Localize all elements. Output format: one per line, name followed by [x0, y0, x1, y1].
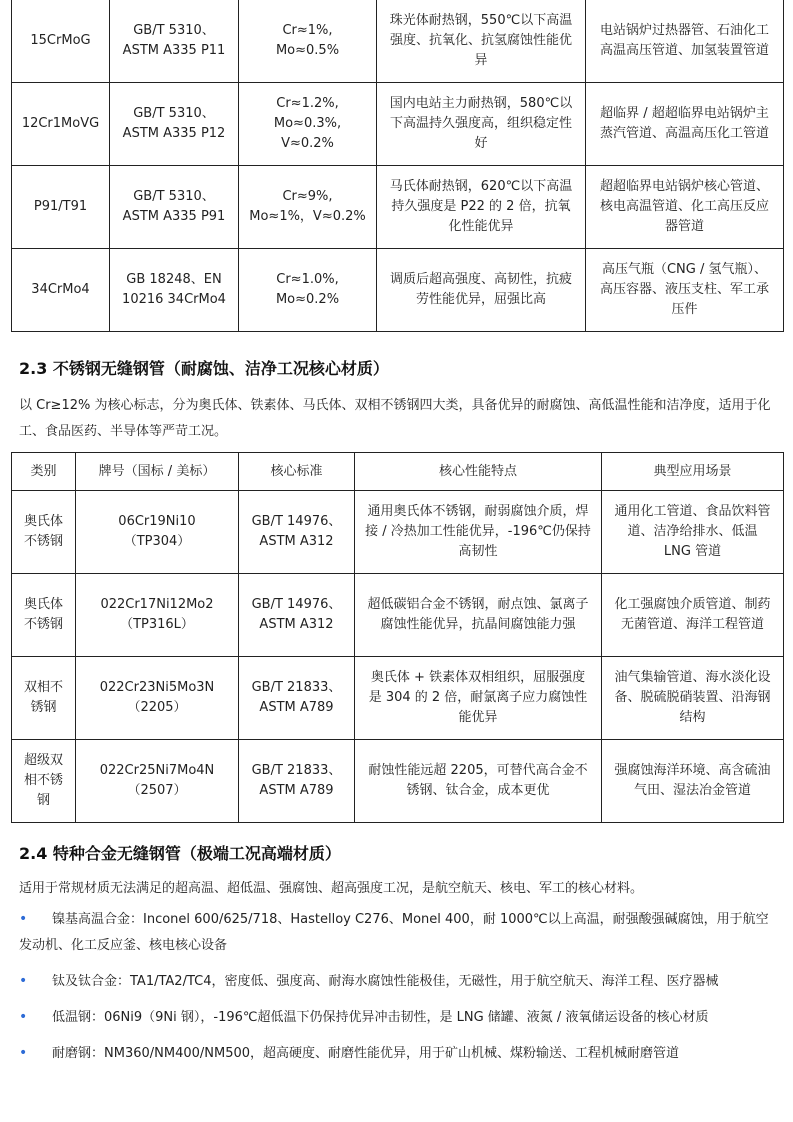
category-cell: 奥氏体 不锈钢	[12, 574, 76, 657]
grade-cell: 022Cr25Ni7Mo4N （2507）	[76, 740, 239, 823]
applications-cell: 强腐蚀海洋环境、高含硫油气田、湿法冶金管道	[602, 740, 784, 823]
standard-cell: GB/T 21833、 ASTM A789	[239, 657, 355, 740]
category-cell: 双相不 锈钢	[12, 657, 76, 740]
category-cell: 超级双 相不锈 钢	[12, 740, 76, 823]
composition-cell: Cr≈9%, Mo≈1%，V≈0.2%	[239, 166, 377, 249]
table-row	[12, 574, 784, 657]
features-cell: 通用奥氏体不锈钢，耐弱腐蚀介质，焊接 / 冷热加工性能优异，-196℃仍保持高韧性	[355, 491, 602, 574]
applications-cell: 通用化工管道、食品饮料管道、洁净给排水、低温 LNG 管道	[602, 491, 784, 574]
composition-cell: Cr≈1.0%, Mo≈0.2%	[239, 249, 377, 332]
table-row	[12, 166, 784, 249]
list-item	[19, 1040, 775, 1067]
features-cell: 马氏体耐热钢，620℃以下高温持久强度是 P22 的 2 倍，抗氧化性能优异	[377, 166, 586, 249]
column-header: 核心标准	[239, 453, 355, 491]
table-row	[12, 740, 784, 823]
standard-cell: GB/T 14976、 ASTM A312	[239, 491, 355, 574]
section-heading: 2.3 不锈钢无缝钢管（耐腐蚀、洁净工况核心材质）	[19, 359, 389, 378]
grade-cell: 022Cr17Ni12Mo2 （TP316L）	[76, 574, 239, 657]
features-cell: 奥氏体 + 铁素体双相组织，屈服强度是 304 的 2 倍，耐氯离子应力腐蚀性能优异	[355, 657, 602, 740]
heat-resistant-steel-table	[11, 0, 784, 332]
table-header-row	[12, 453, 784, 491]
table-row	[12, 249, 784, 332]
table-row	[12, 491, 784, 574]
column-header: 核心性能特点	[355, 453, 602, 491]
grade-cell: 06Cr19Ni10 （TP304）	[76, 491, 239, 574]
column-header: 类别	[12, 453, 76, 491]
features-cell: 超低碳铝合金不锈钢，耐点蚀、氯离子腐蚀性能优异，抗晶间腐蚀能力强	[355, 574, 602, 657]
applications-cell: 超超临界电站锅炉核心管道、核电高温管道、化工高压反应器管道	[586, 166, 784, 249]
standard-cell: GB/T 14976、 ASTM A312	[239, 574, 355, 657]
list-item	[19, 1004, 775, 1031]
applications-cell: 电站锅炉过热器管、石油化工高温高压管道、加氢装置管道	[586, 0, 784, 83]
bullet-icon: •	[19, 973, 28, 989]
grade-cell: 022Cr23Ni5Mo3N （2205）	[76, 657, 239, 740]
grade-cell: 12Cr1MoVG	[12, 83, 110, 166]
composition-cell: Cr≈1%, Mo≈0.5%	[239, 0, 377, 83]
applications-cell: 高压气瓶（CNG / 氢气瓶）、高压容器、液压支柱、军工承压件	[586, 249, 784, 332]
applications-cell: 超临界 / 超超临界电站锅炉主蒸汽管道、高温高压化工管道	[586, 83, 784, 166]
bullet-icon: •	[19, 911, 28, 927]
applications-cell: 油气集输管道、海水淡化设备、脱硫脱硝装置、沿海钢结构	[602, 657, 784, 740]
standard-cell: GB/T 5310、 ASTM A335 P91	[110, 166, 239, 249]
features-cell: 调质后超高强度、高韧性，抗疲劳性能优异，屈强比高	[377, 249, 586, 332]
column-header: 牌号（国标 / 美标）	[76, 453, 239, 491]
list-item	[19, 906, 775, 959]
standard-cell: GB 18248、EN 10216 34CrMo4	[110, 249, 239, 332]
standard-cell: GB/T 5310、 ASTM A335 P11	[110, 0, 239, 83]
grade-cell: P91/T91	[12, 166, 110, 249]
features-cell: 耐蚀性能远超 2205，可替代高合金不锈钢、钛合金，成本更优	[355, 740, 602, 823]
table-row	[12, 83, 784, 166]
composition-cell: Cr≈1.2%, Mo≈0.3%, V≈0.2%	[239, 83, 377, 166]
features-cell: 珠光体耐热钢，550℃以下高温强度、抗氧化、抗氢腐蚀性能优异	[377, 0, 586, 83]
list-item-text: 耐磨钢：NM360/NM400/NM500，超高硬度、耐磨性能优异，用于矿山机械、煤粉输送、工程机械耐磨管道	[52, 1046, 680, 1061]
standard-cell: GB/T 5310、 ASTM A335 P12	[110, 83, 239, 166]
features-cell: 国内电站主力耐热钢，580℃以下高温持久强度高，组织稳定性好	[377, 83, 586, 166]
standard-cell: GB/T 21833、 ASTM A789	[239, 740, 355, 823]
table-row	[12, 0, 784, 83]
grade-cell: 34CrMo4	[12, 249, 110, 332]
list-item	[19, 968, 775, 995]
grade-cell: 15CrMoG	[12, 0, 110, 83]
column-header: 典型应用场景	[602, 453, 784, 491]
list-item-text: 镍基高温合金：Inconel 600/625/718、Hastelloy C276、Monel 400，耐 1000℃以上高温，耐强酸强碱腐蚀，用于航空发动机、化工反应釜、核电核心设备	[19, 912, 769, 953]
list-item-text: 低温钢：06Ni9（9Ni 钢），-196℃超低温下仍保持优异冲击韧性，是 LNG 储罐、液氮 / 液氧储运设备的核心材质	[52, 1010, 709, 1025]
category-cell: 奥氏体 不锈钢	[12, 491, 76, 574]
section-heading: 2.4 特种合金无缝钢管（极端工况高端材质）	[19, 844, 341, 863]
table-row	[12, 657, 784, 740]
section-intro: 适用于常规材质无法满足的超高温、超低温、强腐蚀、超高强度工况，是航空航天、核电、军工的核心材料。	[19, 881, 644, 896]
stainless-steel-table	[11, 452, 784, 823]
list-item-text: 钛及钛合金：TA1/TA2/TC4，密度低、强度高、耐海水腐蚀性能极佳，无磁性，用于航空航天、海洋工程、医疗器械	[52, 974, 719, 989]
special-alloy-list	[0, 906, 793, 1076]
bullet-icon: •	[19, 1045, 28, 1061]
bullet-icon: •	[19, 1009, 28, 1025]
applications-cell: 化工强腐蚀介质管道、制药无菌管道、海洋工程管道	[602, 574, 784, 657]
section-intro: 以 Cr≥12% 为核心标志，分为奥氏体、铁素体、马氏体、双相不锈钢四大类，具备优异的耐腐蚀、高低温性能和洁净度，适用于化工、食品医药、半导体等严苛工况。	[19, 398, 771, 439]
